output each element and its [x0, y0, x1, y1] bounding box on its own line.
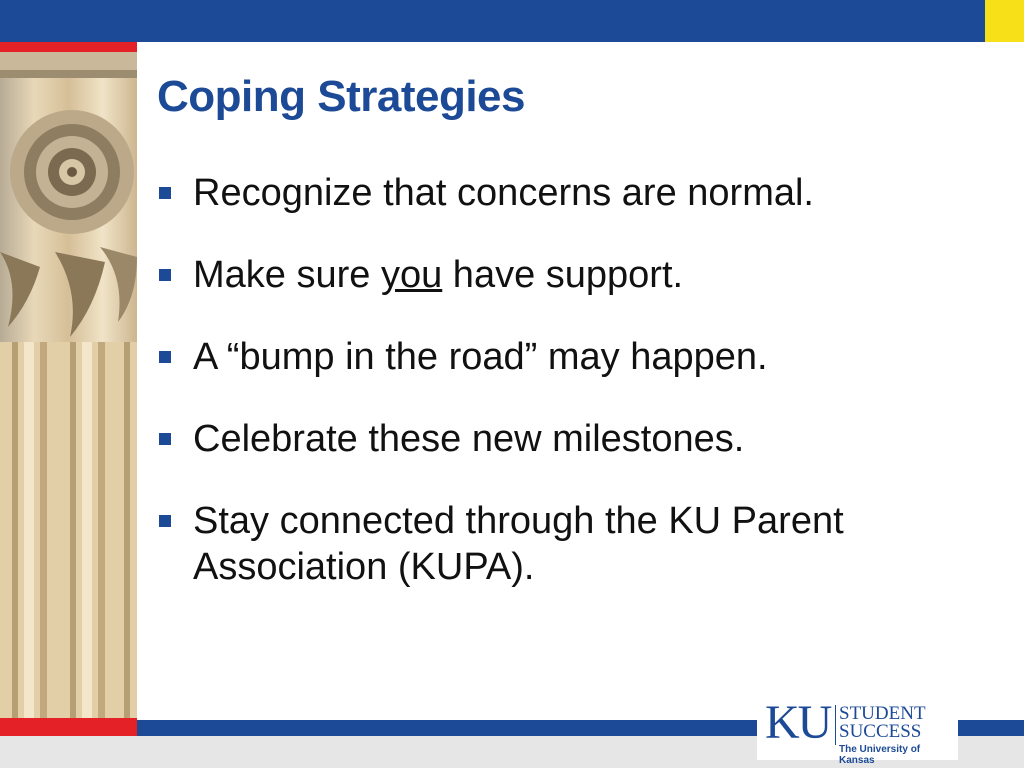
bullet-text: Recognize that concerns are normal.	[193, 172, 814, 214]
top-yellow-block	[985, 0, 1024, 42]
bullet-text: Stay connected through the KU Parent Association (KUPA).	[193, 500, 844, 588]
bullet-square-icon	[159, 433, 171, 445]
bullet-item	[157, 416, 997, 462]
ku-student-success-logo	[757, 696, 958, 766]
column-image	[0, 52, 137, 718]
top-red-bar	[0, 42, 137, 52]
logo-university-text: The University of Kansas	[839, 744, 921, 766]
bullet-text: A “bump in the road” may happen.	[193, 336, 768, 378]
logo-success-text: SUCCESS	[839, 721, 922, 742]
logo-student-text: STUDENT	[839, 703, 926, 724]
bottom-blue-bar-left	[137, 720, 757, 736]
bullet-square-icon	[159, 351, 171, 363]
bullet-square-icon	[159, 269, 171, 281]
bottom-red-bar	[0, 718, 137, 736]
bullet-item	[157, 334, 997, 380]
bottom-blue-bar-right	[958, 720, 1024, 736]
bullet-square-icon	[159, 515, 171, 527]
bullet-text: Celebrate these new milestones.	[193, 418, 745, 460]
top-blue-bar	[0, 0, 985, 42]
bullet-text-before: Make sure	[193, 254, 381, 296]
slide-title: Coping Strategies	[157, 72, 525, 121]
logo-ku-mark: KU	[765, 696, 831, 749]
logo-divider	[835, 705, 836, 745]
bullet-square-icon	[159, 187, 171, 199]
bullet-item	[157, 498, 997, 590]
bullet-list	[157, 170, 997, 626]
bullet-item	[157, 170, 997, 216]
bullet-emphasis: you	[380, 254, 443, 296]
bullet-item	[157, 252, 997, 298]
bullet-text-after: have support.	[442, 254, 684, 296]
